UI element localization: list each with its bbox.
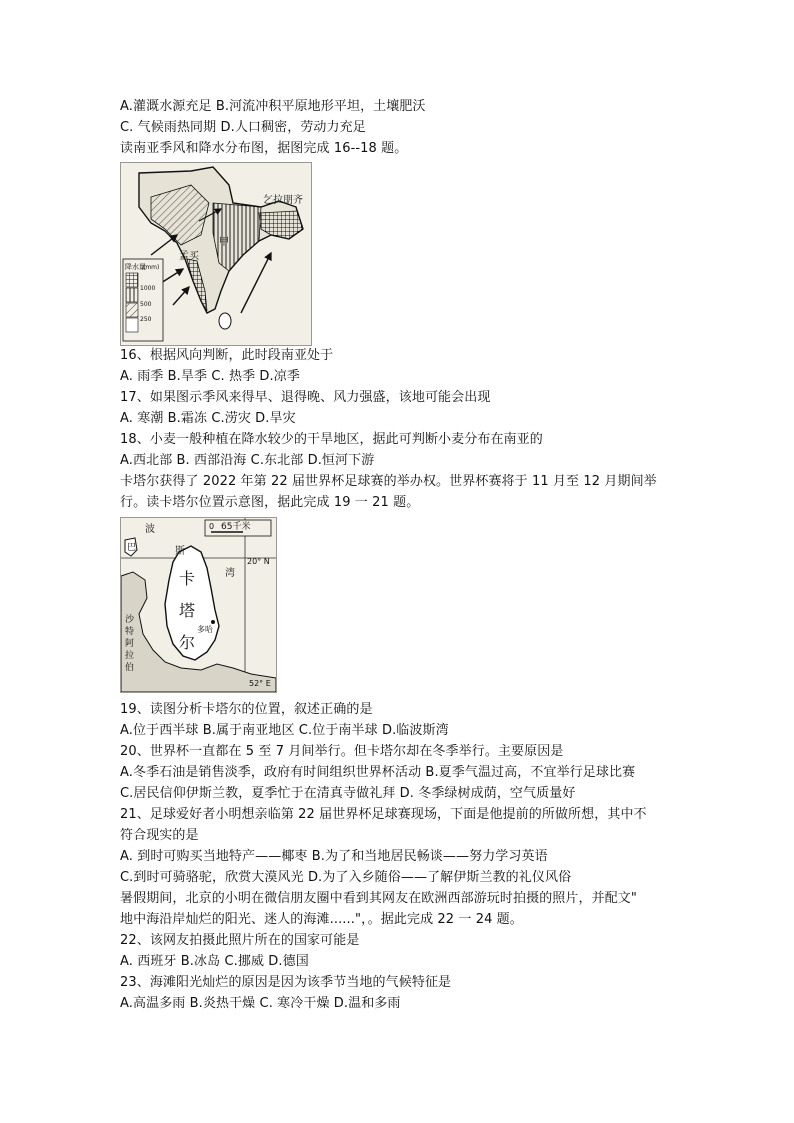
option-line: C. 气候雨热同期 D.人口稠密，劳动力充足 <box>120 120 366 135</box>
saudi-label-5: 伯 <box>125 663 135 673</box>
south-asia-map-svg <box>121 163 311 345</box>
question-17: 17、如果图示季风来得早、退得晚、风力强盛，该地可能会出现 <box>120 390 491 405</box>
lat-label: 20° N <box>247 557 270 566</box>
doha-dot <box>211 620 215 624</box>
sea-label-wan: 湾 <box>225 568 235 579</box>
lon-label: 52° E <box>249 679 271 688</box>
question-16: 16、根据风向判断，此时段南亚处于 <box>120 348 334 363</box>
legend-value-500: 500 <box>140 301 152 308</box>
question-19: 19、读图分析卡塔尔的位置，叙述正确的是 <box>120 702 373 717</box>
country-label-er: 尔 <box>179 633 196 652</box>
legend-title: 降水量 <box>125 263 146 271</box>
question-21: 21、足球爱好者小明想亲临第 22 届世界杯足球赛现场，下面是他提前的所做所想，其中不 <box>120 807 647 822</box>
wind-arrow <box>241 253 271 313</box>
wind-arrow <box>151 235 177 255</box>
question-20: 20、世界杯一直都在 5 至 7 月间举行。但卡塔尔却在冬季举行。主要原因是 <box>120 744 564 759</box>
legend-swatch-min <box>126 318 138 332</box>
country-label-ka: 卡 <box>179 569 196 588</box>
question-23: 23、海滩阳光灿烂的原因是因为该季节当地的气候特征是 <box>120 975 452 990</box>
saudi-label-1: 沙 <box>125 615 135 625</box>
question-18: 18、小麦一般种植在降水较少的干旱地区，据此可判断小麦分布在南亚的 <box>120 432 543 447</box>
options-18: A.西北部 B. 西部沿海 C.东北部 D.恒河下游 <box>120 453 375 468</box>
legend-swatch-mid <box>126 288 138 302</box>
options-21-ab: A. 到时可购买当地特产——椰枣 B.为了和当地居民畅谈——努力学习英语 <box>120 849 548 864</box>
label-region-jia: 甲 <box>219 237 229 248</box>
qatar-location-map <box>120 517 277 693</box>
sea-label-si: 斯 <box>175 546 185 557</box>
options-19: A.位于西半球 B.属于南亚地区 C.位于南半球 D.临波斯湾 <box>120 723 449 738</box>
options-17: A. 寒潮 B.霜冻 C.涝灾 D.旱灾 <box>120 411 296 426</box>
options-16: A. 雨季 B.旱季 C. 热季 D.凉季 <box>120 369 300 384</box>
question-22: 22、该网友拍摄此照片所在的国家可能是 <box>120 933 360 948</box>
legend-swatch-high <box>126 273 138 287</box>
saudi-label-4: 拉 <box>125 651 135 661</box>
saudi-label-3: 阿 <box>125 639 135 649</box>
passage-qatar-2: 行。读卡塔尔位置示意图，据此完成 19 一 21 题。 <box>120 495 420 510</box>
question-21-cont: 符合现实的是 <box>120 828 199 843</box>
instruction-line: 读南亚季风和降水分布图，据图完成 16--18 题。 <box>120 141 408 156</box>
country-label-ta: 塔 <box>179 601 196 620</box>
capital-label: 多哈 <box>197 625 213 634</box>
legend-unit: (mm) <box>143 264 160 271</box>
passage-europe: 暑假期间，北京的小明在微信朋友圈中看到其网友在欧洲西部游玩时拍摄的照片，并配文" <box>120 891 637 906</box>
wind-arrow <box>173 287 189 305</box>
options-22: A. 西班牙 B.冰岛 C.挪威 D.德国 <box>120 954 309 969</box>
south-asia-monsoon-map <box>120 162 312 346</box>
passage-qatar: 卡塔尔获得了 2022 年第 22 届世界杯足球赛的举办权。世界杯赛将于 11 月至 12 月期间举 <box>120 474 657 489</box>
option-line: A.灌溉水源充足 B.河流冲积平原地形平坦，土壤肥沃 <box>120 99 426 114</box>
legend-value-250: 250 <box>140 316 152 323</box>
label-cherrapunji: 乞拉朋齐 <box>263 195 303 206</box>
options-20-cd: C.居民信仰伊斯兰教，夏季忙于在清真寺做礼拜 D. 冬季绿树成荫，空气质量好 <box>120 786 576 801</box>
legend-value-1000: 1000 <box>140 285 156 292</box>
scale-zero: 0 <box>209 522 215 531</box>
options-23: A.高温多雨 B.炎热干燥 C. 寒冷干燥 D.温和多雨 <box>120 996 401 1011</box>
options-21-cd: C.到时可骑骆驼，欣赏大漠风光 D.为了入乡随俗——了解伊斯兰教的礼仪风俗 <box>120 870 572 885</box>
legend-swatch-low <box>126 303 138 317</box>
scale-label: 65千米 <box>221 522 251 532</box>
wind-arrow <box>161 269 183 283</box>
label-mumbai: 孟买 <box>179 251 199 262</box>
passage-europe-2: 地中海沿岸灿烂的阳光、迷人的海滩......"，。据此完成 22 一 24 题。 <box>120 912 523 927</box>
sri-lanka <box>219 313 231 329</box>
bahrain-label: 巴 <box>127 543 137 553</box>
saudi-label-2: 特 <box>125 627 135 637</box>
qatar-map-svg <box>121 518 276 692</box>
options-20-ab: A.冬季石油是销售淡季，政府有时间组织世界杯活动 B.夏季气温过高，不宜举行足球比赛 <box>120 765 636 780</box>
sea-label-bo: 波 <box>145 524 155 535</box>
